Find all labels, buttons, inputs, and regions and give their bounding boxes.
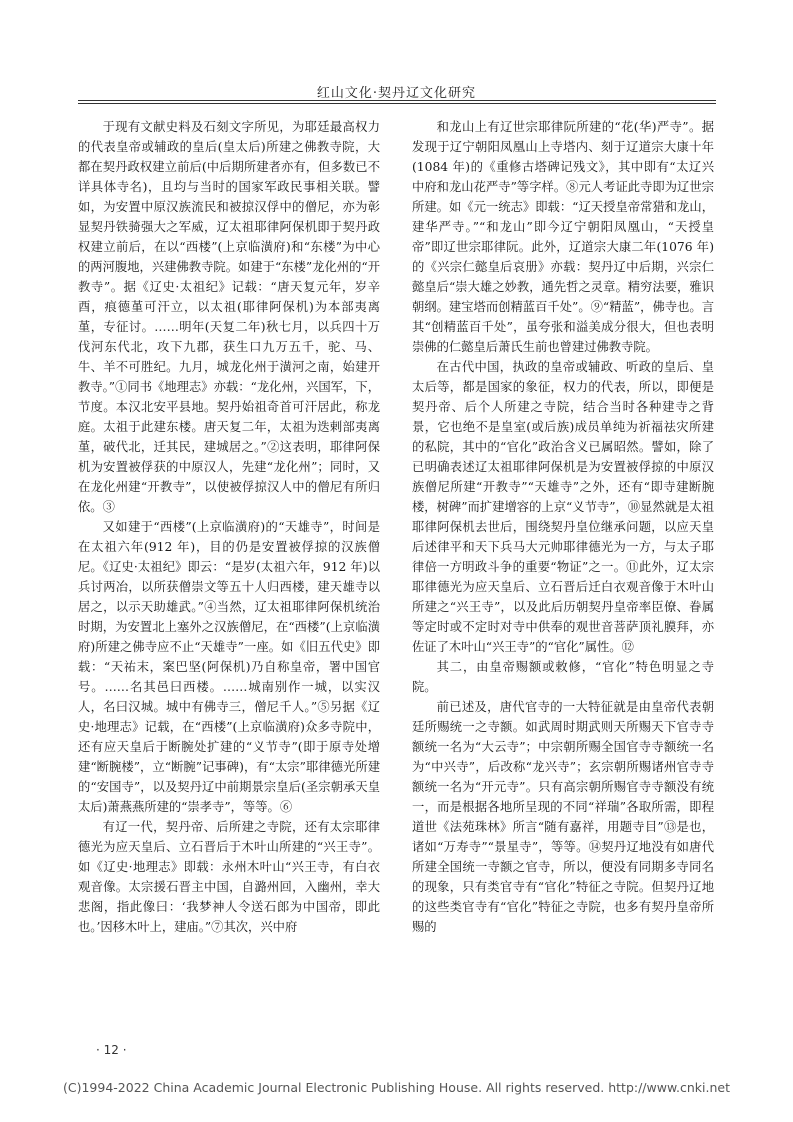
copyright-footer: (C)1994-2022 China Academic Journal Electronic Publishing House. All rights reserved. http://www.cnki.net [63,1080,730,1095]
paragraph: 前已述及，唐代官寺的一大特征就是由皇帝代表朝廷所赐统一之寺额。如武周时期武则天所赐天下官寺寺额统一名为“大云寺”；中宗朝所赐全国官寺寺额统一名为“中兴寺”，后改称“龙兴寺”；玄宗朝所赐诸州官寺寺额统一名为“开元寺”。只有高宗朝所赐官寺寺额没有统一，而是根据各地所呈现的不同“祥瑞”各取所需，即程道世《法苑珠林》所言“随有嘉祥，用题寺目”⑬是也，诸如“万寿寺”“景星寺”，等等。⑭契丹辽地没有如唐代所建全国统一寺额之官寺，所以，便没有同期多寺同名的现象，只有类官寺有“官化”特征之寺院。但契丹辽地的这些类官寺有“官化”特征之寺院，也多有契丹皇帝所赐的 [412,700,714,934]
paragraph: 有辽一代，契丹帝、后所建之寺院，还有太宗耶律德光为应天皇后、立石晋后于木叶山所建的“兴王寺”。如《辽史·地理志》即载：永州木叶山“兴王寺，有白衣观音像。太宗援石晋主中国，自潞州回，入幽州，幸大悲阁，指此像曰：‘我梦神人令送石郎为中国帝，即此也。’因移木叶上，建庙。”⑦其次，兴中府 [78,820,380,934]
left-text-column [78,117,380,1047]
right-text-column [412,117,714,1047]
page-number: · 12 · [96,1043,127,1057]
paragraph: 于现有文献史料及石刻文字所见，为耶廷最高权力的代表皇帝或辅政的皇后(皇太后)所建之佛教寺院，大都在契丹政权建立前后(中后期所建者亦有，但多数已不详具体寺名)，且均与当时的国家军政民事相关联。譬如，为安置中原汉族流民和被掠汉俘中的僧尼，亦为彰显契丹铁骑强大之军威，辽太祖耶律阿保机即于契丹政权建立前后，在以“西楼”(上京临潢府)和“东楼”为中心的两河腹地，兴建佛教寺院。如建于“东楼”龙化州的“开教寺”。据《辽史·太祖纪》记载：“唐天复元年，岁辛酉，痕德堇可汗立，以太祖(耶律阿保机)为本部夷离堇，专征讨。……明年(天复二年)秋七月，以兵四十万伐河东代北，攻下九郡，获生口九万五千，驼、马、牛、羊不可胜纪。九月，城龙化州于潢河之南，始建开教寺。”①同书《地理志》亦载：“龙化州，兴国军，下，节度。本汉北安平县地。契丹始祖奇首可汗居此，称龙庭。太祖于此建东楼。唐天复二年，太祖为迭剌部夷离堇，破代北，迁其民，建城居之。”②这表明，耶律阿保机为安置被俘获的中原汉人，先建“龙化州”；同时，又在龙化州建“开教寺”，以使被俘掠汉人中的僧尼有所归依。③ [78,120,380,514]
header-rule-top [78,100,716,101]
paragraph: 在古代中国，执政的皇帝或辅政、听政的皇后、皇太后等，都是国家的象征，权力的代表，所以，即便是契丹帝、后个人所建之寺院，结合当时各种建寺之背景，它也绝不是皇室(或后族)成员单纯为祈福祛灾所建的私院，其中的“官化”政治含义已属昭然。譬如，除了已明确表述辽太祖耶律阿保机是为安置被俘掠的中原汉族僧尼所建“开教寺”“天雄寺”之外，还有“即寺建断腕楼，树碑”而扩建增容的上京“义节寺”，⑩显然就是太祖耶律阿保机去世后，围绕契丹皇位继承问题，以应天皇后述律平和天下兵马大元帅耶律德光为一方，与太子耶律倍一方明政斗争的重要“物证”之一。⑪此外，辽太宗耶律德光为应天皇后、立石晋后迁白衣观音像于木叶山所建之“兴王寺”，以及此后历朝契丹皇帝率臣僚、眷属等定时或不定时对寺中供奉的观世音菩萨顶礼膜拜，亦佐证了木叶山“兴王寺”的“官化”属性。⑫ [412,360,714,654]
journal-header-title: 红山文化·契丹辽文化研究 [316,86,477,101]
paragraph: 又如建于“西楼”(上京临潢府)的“天雄寺”，时间是在太祖六年(912 年)，目的仍是安置被俘掠的汉族僧尼。《辽史·太祖纪》即云：“是岁(太祖六年，912 年)以兵讨两冶，以所获僧崇文等五十人归西楼，建天雄寺以居之，以示天助雄武。”④当然，辽太祖耶律阿保机统治时期，为安置北上塞外之汉族僧尼，在“西楼”(上京临潢府)所建之佛寺应不止“天雄寺”一座。如《旧五代史》即载：“天祐末，案巴坚(阿保机)乃自称皇帝，署中国官号。……名其邑曰西楼。……城南别作一城，以实汉人，名曰汉城。城中有佛寺三，僧尼千人。”⑤另据《辽史·地理志》记载，在“西楼”(上京临潢府)众多寺院中，还有应天皇后于断腕处扩建的“义节寺”(即于原寺处增建“断腕楼”，立“断腕”记事碑)，有“太宗”耶律德光所建的“安国寺”，以及契丹辽中前期景宗皇后(圣宗朝承天皇太后)萧燕燕所建的“崇孝寺”，等等。⑥ [78,520,380,814]
paragraph: 和龙山上有辽世宗耶律阮所建的“花(华)严寺”。据发现于辽宁朝阳凤凰山上寺塔内、刻于辽道宗大康十年(1084 年)的《重修古塔碑记残文》，其中即有“太辽兴中府和龙山花严寺”等字样。⑧元人考证此寺即为辽世宗所建。如《元一统志》即载：“辽天授皇帝常猎和龙山，建华严寺。”“和龙山”即今辽宁朝阳凤凰山，“天授皇帝”即辽世宗耶律阮。此外，辽道宗大康二年(1076 年)的《兴宗仁懿皇后哀册》亦载：契丹辽中后期，兴宗仁懿皇后“崇大雄之妙教，通先哲之灵章。精穷法要，雅识朝纲。建宝塔而创精蓝百千处”。⑨“精蓝”，佛寺也。言其“创精蓝百千处”，虽夸张和溢美成分很大，但也表明崇佛的仁懿皇后萧氏生前也曾建过佛教寺院。 [412,120,714,354]
paragraph: 其二，由皇帝赐额或敕修，“官化”特色明显之寺院。 [412,660,714,694]
header-rule-bottom [78,103,716,104]
